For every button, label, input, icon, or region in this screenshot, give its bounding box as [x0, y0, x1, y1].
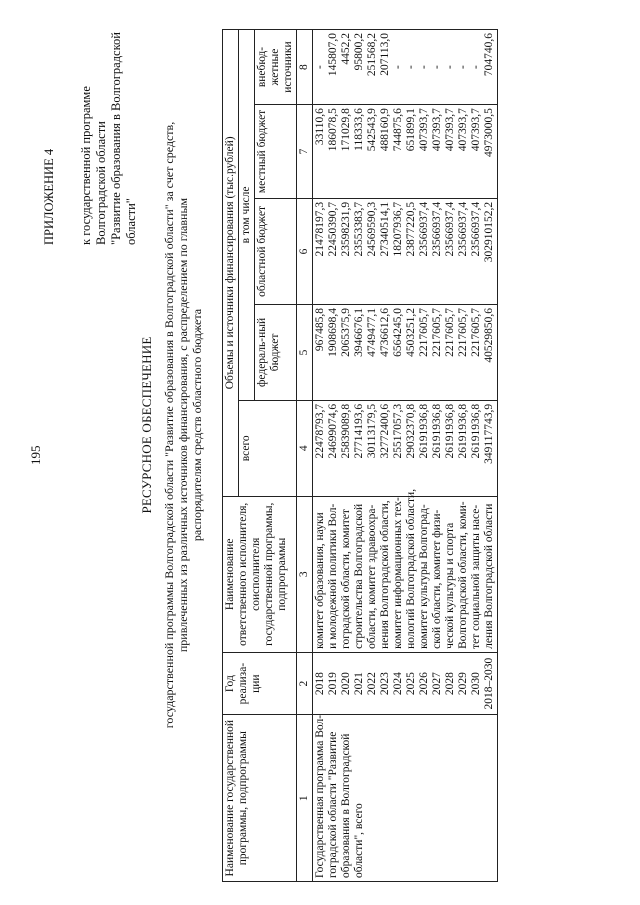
col-number: 4 — [297, 400, 313, 496]
executor-line: тет социальной защиты насе- — [470, 504, 482, 649]
local-value: 407393,7 — [431, 108, 443, 152]
regional-value: 23553383,7 — [353, 201, 365, 257]
year-value: 2025 — [405, 672, 417, 696]
executor-line: ской области, комитет физи- — [431, 509, 443, 649]
local-value: 407393,7 — [457, 108, 469, 152]
federal-value: 6564245,0 — [392, 308, 404, 357]
header-local: местный бюджет — [255, 105, 297, 199]
executor-line: гоградской области, комитет — [340, 509, 352, 649]
program-name-line: образования в Волгоградской — [340, 733, 352, 878]
executor-line: комитет образования, науки — [314, 512, 326, 649]
total-value: 26191936,8 — [418, 403, 430, 459]
executor-cell — [313, 488, 498, 652]
year-value: 2029 — [457, 672, 469, 696]
header-year: Год реализа-ции — [223, 652, 297, 714]
year-value: 2028 — [444, 672, 456, 696]
federal-value: 967485,8 — [314, 308, 326, 352]
extra-value: 4452,2 — [340, 33, 352, 65]
federal-value: 4749477,1 — [366, 308, 378, 357]
local-cell — [313, 105, 498, 199]
extra-cell — [313, 30, 498, 105]
col-number: 8 — [297, 30, 313, 105]
total-value: 26191936,8 — [457, 403, 469, 459]
executor-line: Волгоградской области, коми- — [457, 501, 469, 649]
executor-line: области, комитет здравоохра- — [366, 504, 378, 649]
year-value: 2030 — [470, 672, 482, 696]
regional-value: 18207936,7 — [392, 201, 404, 257]
regional-value: 23877220,5 — [405, 201, 417, 257]
local-value: 407393,7 — [418, 108, 430, 152]
total-value: 32772400,6 — [379, 403, 391, 459]
program-name-line: Государственная программа Вол- — [314, 714, 326, 878]
appendix-header — [42, 15, 139, 245]
heading-main: РЕСУРСНОЕ ОБЕСПЕЧЕНИЕ — [139, 336, 154, 514]
local-value: 171029,8 — [340, 108, 352, 152]
executor-line: нологий Волгоградской области, — [405, 488, 417, 649]
col-number: 3 — [297, 496, 313, 652]
year-value: 2020 — [340, 672, 352, 696]
extra-value: - — [444, 65, 456, 69]
federal-value: 2217605,7 — [431, 308, 443, 357]
year-value: 2018 — [314, 672, 326, 696]
year-value: 2018–2030 — [483, 657, 495, 710]
regional-value: 23598231,9 — [340, 201, 352, 257]
year-value: 2022 — [366, 672, 378, 696]
heading-line-2: привлеченных из различных источников финансирования, с распределением по главным — [176, 197, 190, 653]
document-heading — [140, 115, 204, 735]
total-value: 26191936,8 — [470, 403, 482, 459]
regional-value: 24569590,3 — [366, 201, 378, 257]
regional-value: 23566937,4 — [418, 201, 430, 257]
regional-value: 22450390,7 — [327, 201, 339, 257]
program-name-line: гоградской области "Развитие — [327, 731, 339, 878]
resource-table — [222, 29, 498, 882]
federal-value: 4736612,6 — [379, 308, 391, 357]
local-value: 407393,7 — [470, 108, 482, 152]
year-value: 2021 — [353, 672, 365, 696]
total-value: 26191936,8 — [444, 403, 456, 459]
local-value: 186078,5 — [327, 108, 339, 152]
local-value: 33110,6 — [314, 108, 326, 146]
regional-value: 21478197,3 — [314, 201, 326, 257]
year-cell — [313, 652, 498, 714]
federal-value: 2217605,7 — [418, 308, 430, 357]
extra-value: - — [470, 65, 482, 69]
year-value: 2027 — [431, 672, 443, 696]
local-value: 118333,6 — [353, 108, 365, 151]
regional-cell — [313, 198, 498, 304]
year-value: 2019 — [327, 672, 339, 696]
local-value: 4973000,5 — [483, 108, 495, 157]
executor-line: строительства Волгоградской — [353, 503, 365, 649]
executor-line: комитет культуры Волгоград- — [418, 504, 430, 649]
federal-value: 3946676,1 — [353, 308, 365, 357]
regional-value: 23566937,4 — [431, 201, 443, 257]
header-program-name: Наименование государственной программы, подпрограммы — [223, 715, 297, 882]
header-total: всего — [239, 400, 297, 496]
column-number-row — [297, 30, 313, 882]
extra-value: 95800,2 — [353, 33, 365, 71]
heading-line-3: распорядителям средств областного бюджета — [190, 308, 204, 542]
local-value: 542543,9 — [366, 108, 378, 152]
header-federal: федераль-ный бюджет — [255, 305, 297, 401]
year-value: 2026 — [418, 672, 430, 696]
total-value: 26191936,8 — [431, 403, 443, 459]
extra-value: - — [392, 65, 404, 69]
regional-value: 302910152,2 — [483, 201, 495, 263]
federal-value: 2217605,7 — [470, 308, 482, 357]
local-value: 744875,6 — [392, 108, 404, 152]
total-value: 24699074,6 — [327, 403, 339, 459]
total-cell — [313, 400, 498, 496]
federal-value: 4503251,2 — [405, 308, 417, 357]
federal-value: 2065375,9 — [340, 308, 352, 357]
col-number: 1 — [297, 715, 313, 882]
federal-cell — [313, 305, 498, 401]
year-value: 2023 — [379, 672, 391, 696]
header-executor: Наименование ответственного исполнителя, соисполнителя государственной программы, подпрограммы — [223, 496, 297, 652]
year-value: 2024 — [392, 672, 404, 696]
extra-value: 145807,0 — [327, 33, 339, 77]
extra-value: 704740,6 — [483, 33, 495, 77]
header-including: в том числе — [239, 30, 255, 401]
federal-value: 40529850,6 — [483, 308, 495, 363]
header-regional: областной бюджет — [255, 198, 297, 304]
regional-value: 23566937,4 — [444, 201, 456, 257]
total-value: 29032370,8 — [405, 403, 417, 459]
extra-value: - — [314, 65, 326, 69]
regional-value: 23566937,4 — [457, 201, 469, 257]
extra-value: 207113,0 — [379, 33, 391, 76]
header-extra: внебюд-жетные источники — [255, 30, 297, 105]
federal-value: 1908698,4 — [327, 308, 339, 357]
executor-line: ления Волгоградской области — [483, 503, 495, 649]
page-number: 195 — [28, 445, 43, 465]
local-value: 407393,7 — [444, 108, 456, 152]
regional-value: 23566937,4 — [470, 201, 482, 257]
header-volumes: Объемы и источники финансирования (тыс.рублей) — [223, 30, 239, 497]
federal-value: 2217605,7 — [444, 308, 456, 357]
local-value: 488160,9 — [379, 108, 391, 152]
executor-line: ческой культуры и спорта — [444, 522, 456, 649]
extra-value: 251568,2 — [366, 33, 378, 77]
program-name-cell — [313, 715, 498, 882]
table-row — [313, 30, 498, 882]
total-value: 349117743,9 — [483, 403, 495, 464]
col-number: 7 — [297, 105, 313, 199]
extra-value: - — [457, 65, 469, 69]
executor-line: нения Волгоградской области, — [379, 500, 391, 649]
federal-value: 2217605,7 — [457, 308, 469, 357]
appendix-line-1: к государственной программе Волгоградской области — [79, 86, 108, 245]
extra-value: - — [405, 65, 417, 69]
appendix-title: ПРИЛОЖЕНИЕ 4 — [42, 148, 56, 245]
extra-value: - — [431, 65, 443, 69]
regional-value: 27340514,1 — [379, 201, 391, 257]
heading-line-1: государственной программы Волгоградской области "Развитие образования в Волгоградской области" за счет средств, — [162, 121, 176, 729]
total-value: 25517057,3 — [392, 403, 404, 459]
col-number: 5 — [297, 305, 313, 401]
local-value: 651899,1 — [405, 108, 417, 152]
program-name-line: области", всего — [353, 803, 365, 878]
extra-value: - — [418, 65, 430, 69]
col-number: 2 — [297, 652, 313, 714]
executor-line: комитет информационных тех- — [392, 497, 404, 649]
total-value: 22478793,7 — [314, 403, 326, 459]
total-value: 27714193,6 — [353, 403, 365, 459]
appendix-line-2: "Развитие образования в Волгоградской области" — [109, 32, 138, 245]
executor-line: и молодежной политики Вол- — [327, 503, 339, 649]
total-value: 30113179,5 — [366, 403, 378, 459]
col-number: 6 — [297, 198, 313, 304]
total-value: 25839089,8 — [340, 403, 352, 459]
